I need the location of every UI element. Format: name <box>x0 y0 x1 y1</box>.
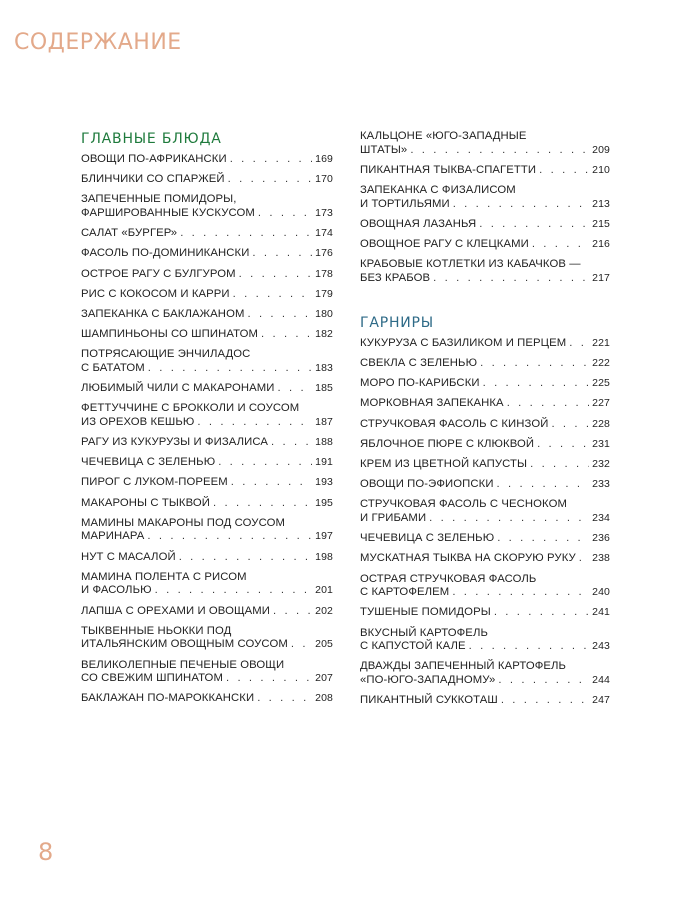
toc-entry[interactable] <box>360 418 610 432</box>
toc-entry-title: ШАМПИНЬОНЫ СО ШПИНАТОМ <box>81 328 258 341</box>
toc-entry-line <box>81 551 333 565</box>
toc-entry[interactable] <box>360 660 610 687</box>
toc-entry-title: МОРО ПО-КАРИБСКИ <box>360 377 480 390</box>
toc-entry-line <box>81 308 333 322</box>
toc-entry-title: НУТ С МАСАЛОЙ <box>81 550 176 563</box>
toc-entry-line <box>360 627 610 641</box>
toc-leader-dots <box>155 584 313 598</box>
toc-page-number: 185 <box>315 382 333 395</box>
toc-entry-title: ЛЮБИМЫЙ ЧИЛИ С МАКАРОНАМИ <box>81 382 275 395</box>
toc-page-number: 188 <box>315 436 333 449</box>
toc-entry-title: БАКЛАЖАН ПО-МАРОККАНСКИ <box>81 692 255 705</box>
toc-entry-title: БЕЗ КРАБОВ <box>360 271 431 284</box>
toc-entry-title: С КАПУСТОЙ КАЛЕ <box>360 640 466 653</box>
toc-entry-line <box>360 458 610 472</box>
toc-entry[interactable] <box>360 573 610 600</box>
toc-entry-line <box>81 193 333 207</box>
toc-entry-title: РИС С КОКОСОМ И КАРРИ <box>81 287 230 300</box>
toc-entry-title: СО СВЕЖИМ ШПИНАТОМ <box>81 672 223 685</box>
toc-entry[interactable] <box>81 247 333 261</box>
toc-page-number: 217 <box>592 271 610 284</box>
toc-entry[interactable] <box>360 357 610 371</box>
toc-entry-line <box>81 584 333 598</box>
toc-entry-title: ОВОЩНОЕ РАГУ С КЛЕЦКАМИ <box>360 237 529 250</box>
toc-entry[interactable] <box>360 627 610 654</box>
toc-entry-line <box>81 456 333 470</box>
toc-leader-dots <box>479 218 589 232</box>
toc-entry[interactable] <box>360 337 610 351</box>
toc-leader-dots <box>273 605 312 619</box>
toc-entry[interactable] <box>81 551 333 565</box>
toc-entry-title: ПИРОГ С ЛУКОМ-ПОРЕЕМ <box>81 476 228 489</box>
toc-leader-dots <box>497 532 589 546</box>
toc-entry-title: ВЕЛИКОЛЕПНЫЕ ПЕЧЕНЫЕ ОВОЩИ <box>81 658 285 671</box>
toc-entry-line <box>81 173 333 187</box>
toc-entry[interactable] <box>360 606 610 620</box>
toc-entry[interactable] <box>81 268 333 282</box>
toc-entry-title: СТРУЧКОВАЯ ФАСОЛЬ С КИНЗОЙ <box>360 417 549 430</box>
page-title: СОДЕРЖАНИЕ <box>14 30 182 55</box>
toc-leader-dots <box>147 530 312 544</box>
toc-leader-dots <box>239 268 313 282</box>
toc-page-number: 213 <box>592 197 610 210</box>
toc-entry-line <box>81 497 333 511</box>
toc-entry-title: ИТАЛЬЯНСКИМ ОВОЩНЫМ СОУСОМ <box>81 638 288 651</box>
toc-leader-dots <box>452 586 589 600</box>
section-title-side-dishes: ГАРНИРЫ <box>360 314 434 331</box>
toc-entry-title: ЗАПЕКАНКА С БАКЛАЖАНОМ <box>81 307 245 320</box>
toc-entry-title: ТУШЕНЫЕ ПОМИДОРЫ <box>360 606 491 619</box>
toc-entry-line <box>360 418 610 432</box>
toc-page-number: 208 <box>315 692 333 705</box>
toc-entry-title: МОРКОВНАЯ ЗАПЕКАНКА <box>360 397 504 410</box>
toc-entry-line <box>360 218 610 232</box>
toc-leader-dots <box>197 416 312 430</box>
toc-entry-line <box>81 268 333 282</box>
toc-page-number: 243 <box>592 640 610 653</box>
toc-entry-line <box>81 382 333 396</box>
toc-entry-title: ЧЕЧЕВИЦА С ЗЕЛЕНЬЮ <box>360 532 495 545</box>
toc-page-number: 247 <box>592 694 610 707</box>
toc-page-number: 225 <box>592 377 610 390</box>
toc-page-number: 227 <box>592 397 610 410</box>
toc-leader-dots <box>410 144 589 158</box>
toc-entry[interactable] <box>360 258 610 285</box>
toc-entry[interactable] <box>81 605 333 619</box>
toc-page-number: 210 <box>592 163 610 176</box>
toc-leader-dots <box>231 476 312 490</box>
toc-entry-title: ОВОЩИ ПО-АФРИКАНСКИ <box>81 153 227 165</box>
toc-page-number: 170 <box>315 173 333 186</box>
toc-entry-line <box>360 478 610 492</box>
toc-entry-title: ИЗ ОРЕХОВ КЕШЬЮ <box>81 415 195 428</box>
toc-leader-dots <box>532 238 589 252</box>
toc-entry-title: ОВОЩНАЯ ЛАЗАНЬЯ <box>360 217 477 230</box>
toc-entry-line <box>360 660 610 674</box>
toc-entry-line <box>360 438 610 452</box>
toc-page-number: 205 <box>315 638 333 651</box>
toc-leader-dots <box>539 164 589 178</box>
toc-page-number: 232 <box>592 458 610 471</box>
toc-entry-title: И ФАСОЛЬЮ <box>81 584 152 597</box>
toc-page-number: 180 <box>315 307 333 320</box>
toc-page-number: 198 <box>315 550 333 563</box>
toc-entry[interactable] <box>360 458 610 472</box>
toc-entry-line <box>360 164 610 178</box>
page-number: 8 <box>38 838 54 866</box>
toc-entry-line <box>360 552 610 566</box>
toc-entry-line <box>81 530 333 544</box>
toc-page-number: 174 <box>315 227 333 240</box>
toc-page-number: 202 <box>315 604 333 617</box>
toc-leader-dots <box>258 207 312 221</box>
toc-entry-title: САЛАТ «БУРГЕР» <box>81 227 178 240</box>
section-spacer <box>360 292 610 314</box>
toc-entry-line <box>81 288 333 302</box>
toc-entry-line <box>81 638 333 652</box>
toc-page-number: 221 <box>592 336 610 349</box>
toc-page-number: 173 <box>315 206 333 219</box>
toc-page-number: 191 <box>315 456 333 469</box>
toc-leader-dots <box>230 153 312 167</box>
toc-leader-dots <box>218 456 312 470</box>
toc-entry[interactable] <box>81 382 333 396</box>
toc-list-main-dishes <box>81 153 333 706</box>
toc-entry[interactable] <box>360 130 610 157</box>
toc-entry-line <box>360 640 610 654</box>
toc-entry-line <box>360 144 610 158</box>
toc-entry-title: МУСКАТНАЯ ТЫКВА НА СКОРУЮ РУКУ <box>360 552 576 565</box>
toc-entry-title: РАГУ ИЗ КУКУРУЗЫ И ФИЗАЛИСА <box>81 436 269 449</box>
toc-entry-line <box>360 130 610 144</box>
toc-entry-line <box>360 512 610 526</box>
toc-page-number: 207 <box>315 672 333 685</box>
toc-entry-title: ОСТРАЯ СТРУЧКОВАЯ ФАСОЛЬ <box>360 572 537 585</box>
toc-entry-line <box>81 672 333 686</box>
toc-leader-dots <box>247 308 312 322</box>
toc-leader-dots <box>271 436 312 450</box>
toc-entry[interactable] <box>360 238 610 252</box>
toc-leader-dots <box>469 640 590 654</box>
toc-entry-title: С КАРТОФЕЛЕМ <box>360 586 450 599</box>
toc-entry[interactable] <box>360 478 610 492</box>
toc-entry-title: КАЛЬЦОНЕ «ЮГО-ЗАПАДНЫЕ <box>360 130 527 142</box>
toc-leader-dots <box>252 247 312 261</box>
toc-entry-title: ФАРШИРОВАННЫЕ КУСКУСОМ <box>81 206 255 219</box>
toc-entry-title: ПИКАНТНАЯ ТЫКВА-СПАГЕТТИ <box>360 163 537 176</box>
toc-page-number: 241 <box>592 606 610 619</box>
toc-leader-dots <box>233 288 313 302</box>
toc-leader-dots <box>213 497 312 511</box>
toc-leader-dots <box>530 458 589 472</box>
toc-entry-line <box>360 606 610 620</box>
toc-page-number: 233 <box>592 478 610 491</box>
toc-entry-title: ЧЕЧЕВИЦА С ЗЕЛЕНЬЮ <box>81 456 216 469</box>
toc-entry[interactable] <box>360 694 610 708</box>
toc-leader-dots <box>537 438 589 452</box>
toc-entry-line <box>360 377 610 391</box>
toc-entry[interactable] <box>360 377 610 391</box>
toc-entry[interactable] <box>81 193 333 220</box>
toc-entry-title: ШТАТЫ» <box>360 143 408 156</box>
toc-entry-line <box>81 605 333 619</box>
toc-entry-title: СВЕКЛА С ЗЕЛЕНЬЮ <box>360 357 478 370</box>
toc-entry-line <box>360 674 610 688</box>
toc-leader-dots <box>551 418 589 432</box>
toc-leader-dots <box>429 512 589 526</box>
toc-entry-title: КУКУРУЗА С БАЗИЛИКОМ И ПЕРЦЕМ <box>360 336 567 349</box>
toc-entry-title: ЗАПЕКАНКА С ФИЗАЛИСОМ <box>360 183 516 196</box>
toc-page-number: 240 <box>592 586 610 599</box>
toc-entry[interactable] <box>360 218 610 232</box>
toc-leader-dots <box>433 272 589 286</box>
toc-page-number: 195 <box>315 496 333 509</box>
toc-page-number: 169 <box>315 153 333 165</box>
toc-entry-line <box>360 586 610 600</box>
toc-page-number: 197 <box>315 530 333 543</box>
toc-entry-line <box>81 659 333 673</box>
toc-page-number: 176 <box>315 247 333 260</box>
toc-leader-dots <box>261 328 312 342</box>
toc-entry-line <box>81 402 333 416</box>
toc-list-side-dishes <box>360 337 610 708</box>
toc-entry-line <box>81 571 333 585</box>
toc-entry[interactable] <box>360 397 610 411</box>
toc-entry-line <box>81 362 333 376</box>
toc-page-number: 234 <box>592 512 610 524</box>
toc-leader-dots <box>228 173 313 187</box>
toc-entry-title: СТРУЧКОВАЯ ФАСОЛЬ С ЧЕСНОКОМ <box>360 498 567 511</box>
toc-entry-title: МАКАРОНЫ С ТЫКВОЙ <box>81 496 210 509</box>
toc-leader-dots <box>179 551 312 565</box>
toc-entry-line <box>360 337 610 351</box>
toc-leader-dots <box>278 382 313 396</box>
toc-entry-line <box>360 357 610 371</box>
toc-entry[interactable] <box>81 436 333 450</box>
toc-entry-title: ДВАЖДЫ ЗАПЕЧЕННЫЙ КАРТОФЕЛЬ <box>360 660 567 673</box>
toc-entry-title: И ГРИБАМИ <box>360 512 427 524</box>
toc-entry[interactable] <box>81 517 333 544</box>
toc-entry-title: С БАТАТОМ <box>81 361 145 374</box>
toc-entry-title: ОВОЩИ ПО-ЭФИОПСКИ <box>360 478 494 491</box>
toc-entry-title: «ПО-ЮГО-ЗАПАДНОМУ» <box>360 673 496 686</box>
toc-entry-line <box>360 198 610 212</box>
toc-entry-line <box>360 573 610 587</box>
toc-leader-dots <box>257 692 312 706</box>
toc-entry-line <box>81 247 333 261</box>
toc-leader-dots <box>148 362 312 376</box>
toc-entry[interactable] <box>81 288 333 302</box>
toc-entry-line <box>81 227 333 241</box>
toc-page-number: 238 <box>592 552 610 565</box>
toc-entry-title: МАМИНЫ МАКАРОНЫ ПОД СОУСОМ <box>81 516 285 529</box>
toc-entry[interactable] <box>360 532 610 546</box>
toc-page-number: 178 <box>315 267 333 280</box>
toc-leader-dots <box>494 606 589 620</box>
toc-entry-line <box>81 476 333 490</box>
toc-entry-line <box>81 348 333 362</box>
toc-leader-dots <box>480 357 589 371</box>
toc-page-number: 183 <box>315 361 333 374</box>
toc-entry-line <box>360 397 610 411</box>
toc-entry-line <box>81 153 333 167</box>
toc-entry-title: БЛИНЧИКИ СО СПАРЖЕЙ <box>81 173 225 186</box>
toc-entry-line <box>81 436 333 450</box>
toc-entry-title: ЛАПША С ОРЕХАМИ И ОВОЩАМИ <box>81 604 271 617</box>
toc-leader-dots <box>579 552 589 566</box>
toc-entry-title: ЯБЛОЧНОЕ ПЮРЕ С КЛЮКВОЙ <box>360 437 535 450</box>
toc-entry-title: КРАБОВЫЕ КОТЛЕТКИ ИЗ КАБАЧКОВ — <box>360 258 581 271</box>
toc-leader-dots <box>453 198 589 212</box>
toc-column-left <box>81 130 333 712</box>
toc-entry-title: МАМИНА ПОЛЕНТА С РИСОМ <box>81 570 247 583</box>
toc-entry-line <box>81 692 333 706</box>
toc-entry-line <box>360 238 610 252</box>
toc-leader-dots <box>498 674 589 688</box>
toc-entry[interactable] <box>81 659 333 686</box>
toc-entry[interactable] <box>360 438 610 452</box>
toc-entry-line <box>81 625 333 639</box>
toc-page-number: 201 <box>315 584 333 597</box>
toc-entry[interactable] <box>81 456 333 470</box>
toc-page-number: 222 <box>592 357 610 370</box>
toc-entry[interactable] <box>81 308 333 322</box>
toc-leader-dots <box>291 638 312 652</box>
toc-entry-line <box>81 328 333 342</box>
toc-page-number: 236 <box>592 532 610 545</box>
toc-entry-title: ОСТРОЕ РАГУ С БУЛГУРОМ <box>81 267 236 280</box>
toc-entry-line <box>81 416 333 430</box>
toc-entry-line <box>360 258 610 272</box>
toc-page-number: 228 <box>592 417 610 430</box>
toc-entry[interactable] <box>360 498 610 525</box>
toc-leader-dots <box>497 478 590 492</box>
toc-entry-title: ПИКАНТНЫЙ СУККОТАШ <box>360 694 498 707</box>
toc-entry[interactable] <box>81 153 333 167</box>
toc-list-main-dishes-continued <box>360 130 610 285</box>
toc-entry-title: КРЕМ ИЗ ЦВЕТНОЙ КАПУСТЫ <box>360 458 528 471</box>
toc-entry-title: И ТОРТИЛЬЯМИ <box>360 197 450 210</box>
toc-entry[interactable] <box>81 328 333 342</box>
toc-entry-line <box>360 694 610 708</box>
toc-entry[interactable] <box>81 348 333 375</box>
toc-entry-title: ВКУСНЫЙ КАРТОФЕЛЬ <box>360 626 488 639</box>
toc-leader-dots <box>226 672 312 686</box>
toc-entry-title: МАРИНАРА <box>81 530 145 543</box>
toc-entry[interactable] <box>360 552 610 566</box>
toc-entry-line <box>81 207 333 221</box>
toc-entry-line <box>360 184 610 198</box>
section-title-main-dishes: ГЛАВНЫЕ БЛЮДА <box>81 131 222 147</box>
toc-entry[interactable] <box>81 692 333 706</box>
toc-entry-title: ФЕТТУЧЧИНЕ С БРОККОЛИ И СОУСОМ <box>81 402 300 415</box>
toc-entry[interactable] <box>81 402 333 429</box>
toc-entry-title: ФАСОЛЬ ПО-ДОМИНИКАНСКИ <box>81 247 250 260</box>
toc-entry[interactable] <box>81 173 333 187</box>
toc-page-number: 182 <box>315 328 333 341</box>
toc-entry[interactable] <box>360 184 610 211</box>
toc-page-number: 215 <box>592 217 610 230</box>
toc-entry[interactable] <box>81 227 333 241</box>
toc-entry-line <box>360 532 610 546</box>
toc-entry[interactable] <box>81 625 333 652</box>
toc-page-number: 216 <box>592 237 610 250</box>
toc-entry-line <box>360 498 610 512</box>
toc-page-number: 244 <box>592 673 610 686</box>
toc-page-number: 179 <box>315 287 333 300</box>
toc-page-number: 193 <box>315 476 333 489</box>
toc-page-number: 187 <box>315 415 333 428</box>
toc-entry-title: ПОТРЯСАЮЩИЕ ЭНЧИЛАДОС <box>81 348 251 361</box>
toc-leader-dots <box>483 377 590 391</box>
toc-entry-line <box>360 272 610 286</box>
toc-page-number: 231 <box>592 437 610 450</box>
toc-entry[interactable] <box>81 497 333 511</box>
toc-leader-dots <box>507 397 589 411</box>
toc-column-right <box>360 130 610 714</box>
toc-entry[interactable] <box>360 164 610 178</box>
toc-page-number: 209 <box>592 143 610 156</box>
toc-leader-dots <box>180 227 312 241</box>
toc-leader-dots <box>569 337 589 351</box>
toc-entry-title: ТЫКВЕННЫЕ НЬОККИ ПОД <box>81 624 232 637</box>
toc-entry-title: ЗАПЕЧЕННЫЕ ПОМИДОРЫ, <box>81 193 237 206</box>
toc-entry-line <box>81 517 333 531</box>
toc-entry[interactable] <box>81 476 333 490</box>
toc-leader-dots <box>501 694 589 708</box>
toc-entry[interactable] <box>81 571 333 598</box>
